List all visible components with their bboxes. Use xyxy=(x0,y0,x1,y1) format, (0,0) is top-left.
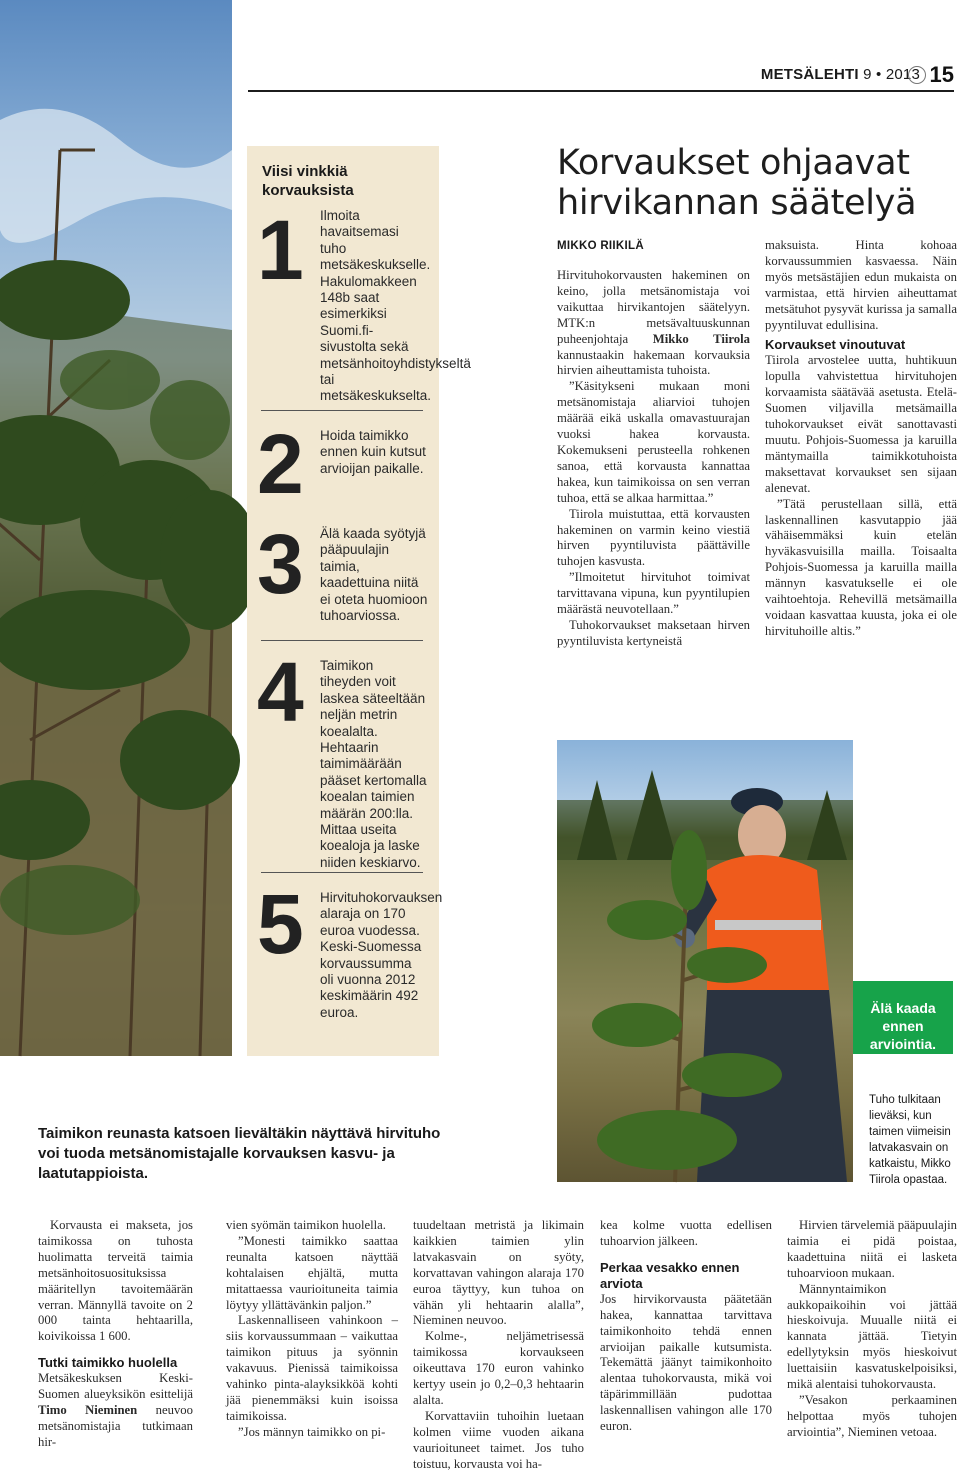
paragraph: vien syömän taimikon huolella. xyxy=(226,1218,386,1232)
paragraph: Korvausta ei makseta, jos taimikossa on tuhosta huolimatta terveitä taimia metsänhoitosuosituksissa määritellyn tavoitemäärän verran. Männyllä tavoite on 2 000 tainta hehtaarilla, koivikoissa 1 600. xyxy=(38,1218,193,1344)
lower-column-3 xyxy=(413,1218,584,1473)
tips-sidebar xyxy=(247,146,471,1056)
tip-number-5: 5 xyxy=(257,877,304,971)
leaf-logo-icon xyxy=(908,66,926,84)
pull-quote: Älä kaada ennen arviointia. xyxy=(853,981,953,1054)
tip-number-4: 4 xyxy=(257,645,304,739)
subheading: Perkaa vesakko ennen arviota xyxy=(600,1259,740,1291)
tip-text-2: Hoida taimikko ennen kuin kutsut arvioijan paikalle. xyxy=(320,428,426,476)
person-name: Timo Nieminen xyxy=(38,1403,138,1418)
paragraph: tuudeltaan metristä ja likimain kaikkien taimien ylin latvakasvain on syöty, korvattavan vahingon alaraja 170 euroa täyttyy, kun tuhoa on vähän yli hehtaarin alalla”, Nieminen neuvoo. xyxy=(413,1218,584,1328)
publication-name: METSÄLEHTI xyxy=(760,66,859,83)
paragraph: kea kolme vuotta edellisen tuhoarvion jälkeen. xyxy=(600,1218,772,1248)
paragraph: neuvoo metsänomistajia tutkimaan hir- xyxy=(38,1403,193,1449)
paragraph: Hirvituhokorvausten hakeminen on keino, jolla metsänomistaja voi vaikuttaa hirvikantojen säätelyyn. MTK:n metsävaltuuskunnan puheenjohtaja xyxy=(557,268,750,346)
tip-text-3: Älä kaada syötyjä pääpuulajin taimia, kaadettuina niitä ei oteta huomioon tuhoarviossa. xyxy=(320,526,428,624)
lower-column-5 xyxy=(787,1218,957,1441)
paragraph: Kolme-, neljämetrisessä taimikossa korvaukseen oikeuttava 170 euron vahinko kertyy usein jo 0,2–0,3 hehtaarin alalta. xyxy=(413,1329,584,1407)
person-name: Mikko Tiirola xyxy=(652,331,751,346)
byline: MIKKO RIIKILÄ xyxy=(557,240,644,252)
subheading: Korvaukset vinoutuvat xyxy=(765,337,906,353)
page-number: 15 xyxy=(929,62,954,87)
paragraph: Hirvien tärvelemiä pääpuulajin taimia ei pidä poistaa, kaadettuina niitä ei lasketa tuhoarvioon mukaan. xyxy=(787,1218,957,1280)
lower-column-1 xyxy=(38,1218,193,1451)
paragraph: kannustaakin hakemaan korvauksia hirvien aiheuttamista tuhoista. xyxy=(557,347,750,378)
tip-number-3: 3 xyxy=(257,517,304,611)
paragraph: Männyntaimikon aukkopaikoihin voi jättää hieskoivuja. Muualle niitä ei kannata jättää. Tietyin edellytyksin myös hieskoivut luettaisiin kasvatuskelpoisiksi, mikä alentaisi tuhokorvausta. xyxy=(787,1281,957,1392)
forest-photo-left xyxy=(0,0,232,1056)
issue-label: 9 • 2013 xyxy=(863,66,920,83)
paragraph: maksuista. Hinta kohoaa korvaussummien kasvaessa. Näin myös metsästäjien edun mukaista on varmistaa, että hirvien aiheuttamat metsätuhot pysyvät kurissa ja samalla pyyntiluvat edullisina. xyxy=(765,238,957,332)
paragraph: Tuhokorvaukset maksetaan hirven pyyntiluvista kertyneistä xyxy=(557,617,750,648)
subheading: Tutki taimikko huolella xyxy=(38,1355,178,1371)
divider xyxy=(261,872,423,873)
paragraph: ”Monesti taimikko saattaa reunalta katsoen näyttää kohtalaisen ehjältä, mutta mitattaessa vaurioituneita taimia löytyy yllättävänkin paljon.” xyxy=(226,1233,398,1312)
page-header xyxy=(248,58,954,92)
article-column-2 xyxy=(765,238,957,640)
lower-column-2 xyxy=(226,1218,398,1441)
paragraph: Tiirola muistuttaa, että korvausten hakeminen on varmin keino viestiä hirven pyyntiluvista päättäville tuhojen kasvusta. xyxy=(557,506,750,569)
paragraph: ”Ilmoitetut hirvituhot toimivat tarvittavana vipuna, kun pyyntilupien määrästä neuvotellaan.” xyxy=(557,570,750,617)
article-column-1 xyxy=(557,268,750,650)
inspector-photo xyxy=(557,740,853,1182)
tip-text-1: Ilmoita havaitsemasi tuho metsäkeskukselle. Hakulomakkeen 148b saat esimerkiksi Suomi.fi-sivustolta sekä metsänhoitoyhdistykseltä tai metsäkeskukselta. xyxy=(320,208,471,404)
paragraph: Tiirola arvostelee uutta, huhtikuun lopulla vahvistettua hirvituhojen korvaamista säätävää asetusta. Etelä-Suomen viljavilla metsämailla tuhokorvaukset eivät sanottavasti muutu. Pohjois-Suomessa ja karuilla mäntymailla taimikkotuhoista maksettavat korvaukset sen sijaan alenevat. xyxy=(765,353,957,495)
tip-text-4: Taimikon tiheyden voit laskea säteeltään neljän metrin koealalta. Hehtaarin taimimäärään pääset kertomalla koealan taimien määrän 200:lla. Mittaa useita koealoja ja laske niiden keskiarvo. xyxy=(320,658,427,870)
divider xyxy=(261,640,423,641)
paragraph: Korvattaviin tuhoihin luetaan kolmen viime vuoden aikana vaurioituneet taimet. Jos tuho toistuu, korvausta voi ha- xyxy=(413,1408,584,1471)
paragraph: ”Käsitykseni mukaan moni metsänomistaja aliarvioi tuhojen määrää eikä uskalla omavastuurajan vuoksi hakea korvausta. Kokemukseni perusteella rohkenen sanoa, että korvausta kannattaa hakea, kun taimikoissa on sen verran tuhoa, että se alkaa harmittaa.” xyxy=(557,379,750,505)
paragraph: Jos hirvikorvausta päätetään hakea, kannattaa tarvittava taimikonhoito tehdä ennen arvioijan paikalle kutsumista. Tekemättä jäänyt taimikonhoito alentaa tuhokorvausta, mikä voi täpärimmillään pudottaa laskennallisen vahingon alle 170 euron. xyxy=(600,1291,772,1434)
tips-title: Viisi vinkkiä korvauksista xyxy=(262,163,354,199)
masthead xyxy=(761,66,920,83)
article-headline: Korvaukset ohjaavat hirvikannan säätelyä xyxy=(557,143,917,223)
photo-caption-left: Taimikon reunasta katsoen lievältäkin näyttävä hirvituho voi tuoda metsänomistajalle korvauksen kasvu- ja laatutappioista. xyxy=(38,1125,441,1182)
lower-column-4 xyxy=(600,1218,772,1435)
paragraph: ”Tätä perustellaan sillä, että laskennallinen kasvutappio jää vähäisemmäksi kuin etelän hyväkasvuisilla mailla. Toisaalta Pohjois-Suomessa ja karuilla mailla männyn kasvatukselle ei ole vaihtoehtoja. Rehevillä metsämailla voidaan kasvattaa kuusta, joka ei ole hirvituhoille altis.” xyxy=(765,496,957,638)
divider xyxy=(261,410,423,411)
tip-number-1: 1 xyxy=(257,203,304,297)
paragraph: ”Vesakon perkaaminen helpottaa myös tuhojen arviointia”, Nieminen vetoaa. xyxy=(787,1392,957,1439)
paragraph: Metsäkeskuksen Keski-Suomen alueyksikön esittelijä xyxy=(38,1371,193,1402)
paragraph: ”Jos männyn taimikko on pi- xyxy=(238,1424,386,1439)
tip-number-2: 2 xyxy=(257,417,304,511)
photo-caption-right: Tuho tulkitaan lieväksi, kun taimen viimeisin latvakasvain on katkaistu, Mikko Tiirola opastaa. xyxy=(869,1094,951,1186)
paragraph: Laskennalliseen vahinkoon – siis korvaussummaan – vaikuttaa taimikon pituus ja syönnin vakavuus. Pienissä taimikoissa vahinko pinta-alayksikköä kohti jää pienemmäksi kuin isoissa taimikoissa. xyxy=(226,1313,398,1423)
tip-text-5: Hirvituhokorvauksen alaraja on 170 euroa vuodessa. Keski-Suomessa korvaussumma oli vuonna 2012 keskimäärin 492 euroa. xyxy=(320,890,443,1020)
